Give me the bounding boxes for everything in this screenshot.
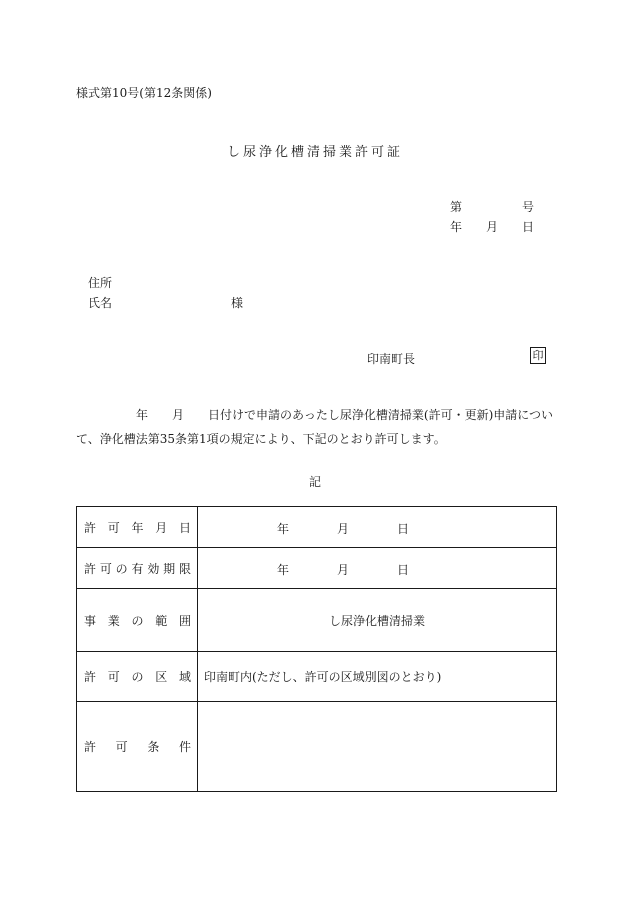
label-char: 囲 [178, 613, 191, 628]
label-char: 許 [84, 670, 97, 684]
row-label [77, 652, 198, 702]
label-char: 可 [107, 520, 120, 535]
label-char: 範 [155, 613, 168, 628]
ki-heading: 記 [308, 475, 321, 489]
label-char: 許 [84, 740, 97, 754]
permit-body-text [76, 403, 556, 451]
value-day: 日 [397, 563, 410, 577]
recipient-honorific: 様 [231, 296, 244, 310]
table-row [77, 652, 557, 702]
label-char: 限 [178, 561, 191, 576]
label-char: 許 [84, 561, 97, 576]
label-char: 有 [131, 561, 144, 576]
recipient-address-label: 住所 [88, 276, 113, 290]
label-char: 可 [107, 670, 120, 684]
label-char: 可 [99, 561, 112, 576]
body-date-month: 月 [172, 408, 185, 422]
issue-number-prefix: 第 [450, 200, 463, 214]
row-value [198, 548, 557, 589]
value-month: 月 [337, 563, 350, 577]
label-char: 期 [163, 561, 176, 576]
issue-date-day: 日 [522, 220, 535, 234]
issue-number-suffix: 号 [522, 200, 535, 214]
label-char: 域 [178, 670, 191, 684]
label-char: 効 [147, 561, 160, 576]
label-char: の [131, 670, 144, 684]
label-char: 可 [115, 740, 128, 754]
issue-date-month: 月 [486, 220, 499, 234]
seal-mark: 印 [530, 347, 546, 364]
recipient-name-label: 氏名 [88, 296, 113, 310]
label-char: 事 [84, 613, 97, 628]
row-label [77, 507, 198, 548]
value-day: 日 [397, 522, 410, 536]
row-value: し尿浄化槽清掃業 [198, 589, 557, 652]
table-row [77, 507, 557, 548]
label-char: 区 [155, 670, 168, 684]
value-year: 年 [277, 563, 290, 577]
label-char: 日 [178, 520, 191, 535]
row-value [198, 507, 557, 548]
row-label [77, 548, 198, 589]
table-row [77, 548, 557, 589]
label-char: 条 [147, 740, 160, 754]
label-char: 業 [107, 613, 120, 628]
table-row [77, 702, 557, 792]
row-value: 印南町内(ただし、許可の区域別図のとおり) [198, 652, 557, 702]
document-title: し尿浄化槽清掃業許可証 [226, 145, 403, 160]
table-row [77, 589, 557, 652]
label-char: 件 [178, 740, 191, 754]
form-number: 様式第10号(第12条関係) [76, 86, 212, 100]
label-char: の [115, 561, 128, 576]
body-date-year: 年 [136, 408, 149, 422]
label-char: 許 [84, 520, 97, 535]
row-label [77, 702, 198, 792]
label-char: の [131, 613, 144, 628]
body-text: 日付けで申請のあったし尿浄化槽清掃業(許可・更新)申請について、浄化槽法第35条第1項の規定により、下記のとおり許可します。 [76, 408, 554, 446]
label-char: 月 [155, 520, 168, 535]
value-month: 月 [337, 522, 350, 536]
value-year: 年 [277, 522, 290, 536]
issue-date-year: 年 [450, 220, 463, 234]
row-label [77, 589, 198, 652]
label-char: 年 [131, 520, 144, 535]
issuer-name: 印南町長 [367, 352, 416, 366]
row-value [198, 702, 557, 792]
permit-details-table [76, 506, 557, 792]
